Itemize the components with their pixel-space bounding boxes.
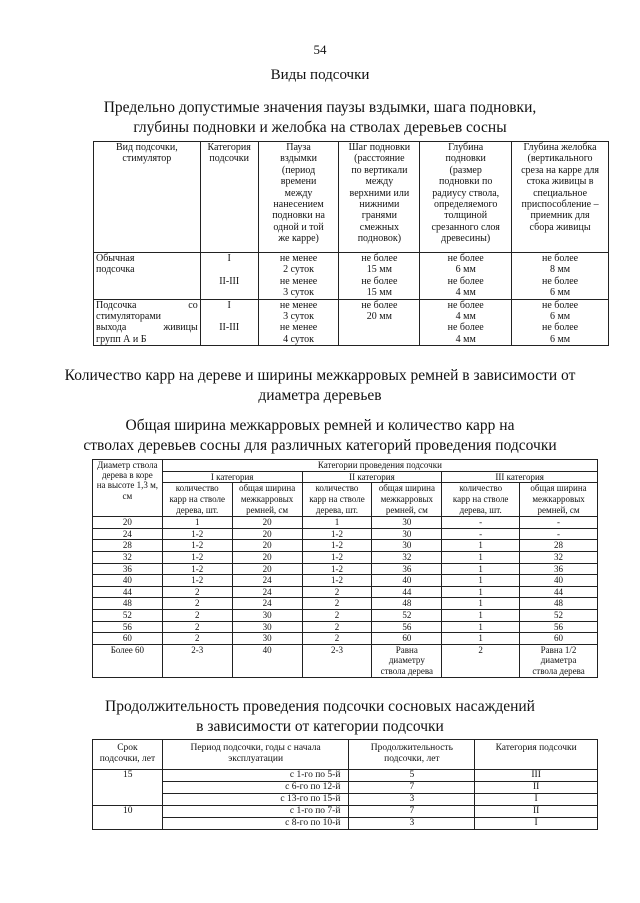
cell-diameter: 36 xyxy=(93,563,163,575)
cell-depth: не более 4 мм не более 4 мм xyxy=(420,299,512,346)
table-row xyxy=(93,818,598,830)
table-row xyxy=(93,782,598,794)
header-category-2: II категория xyxy=(302,471,442,483)
table-header-row xyxy=(93,471,598,483)
cell-width-3: 36 xyxy=(520,563,598,575)
cell-width-2: Равна диаметру ствола дерева xyxy=(372,644,442,677)
table-row xyxy=(93,586,598,598)
cell-category: I II-III xyxy=(200,299,258,346)
cell-groove: не более 6 мм не более 6 мм xyxy=(512,299,609,346)
cell-category: I xyxy=(475,794,598,806)
header-category-3: III категория xyxy=(442,471,598,483)
cell-duration: 3 xyxy=(349,794,475,806)
cell-count-3: 2 xyxy=(442,644,520,677)
table-row xyxy=(94,299,609,346)
table-header-row xyxy=(94,142,609,253)
cell-count-2: 2 xyxy=(302,598,372,610)
cell-period: с 8-го по 10-й xyxy=(162,818,349,830)
cell-width-3: 48 xyxy=(520,598,598,610)
cell-width-3: - xyxy=(520,528,598,540)
header-width: общая ширина межкарровых ремней, см xyxy=(232,483,302,517)
cell-count-2: 2 xyxy=(302,621,372,633)
header-category: Категория подсочки xyxy=(475,740,598,770)
cell-count-2: 1-2 xyxy=(302,563,372,575)
cell-width-3: 52 xyxy=(520,609,598,621)
page-number: 54 xyxy=(313,42,327,57)
cell-width-2: 30 xyxy=(372,528,442,540)
header-width: общая ширина межкарровых ремней, см xyxy=(372,483,442,517)
cell-period: с 13-го по 15-й xyxy=(162,794,349,806)
cell-pause: не менее 3 суток не менее 4 суток xyxy=(258,299,339,346)
cell-category: II xyxy=(475,782,598,794)
cell-period: с 1-го по 5-й xyxy=(162,770,349,782)
cell-count-1: 2 xyxy=(162,609,232,621)
header-count: количество карр на стволе дерева, шт. xyxy=(302,483,372,517)
cell-period: с 1-го по 7-й xyxy=(162,806,349,818)
cell-width-1: 30 xyxy=(232,633,302,645)
cell-width-2: 30 xyxy=(372,540,442,552)
header-term: Срок подсочки, лет xyxy=(93,740,163,770)
cell-count-3: - xyxy=(442,517,520,529)
table1-title-line1: Предельно допустимые значения паузы вздымки, шага подновки, xyxy=(103,99,537,116)
cell-count-3: 1 xyxy=(442,598,520,610)
header-width: общая ширина межкарровых ремней, см xyxy=(520,483,598,517)
cell-type: Обычная подсочка xyxy=(94,253,201,300)
cell-count-3: 1 xyxy=(442,586,520,598)
table-header-row xyxy=(93,483,598,517)
header-count: количество карр на стволе дерева, шт. xyxy=(442,483,520,517)
header-category: Категория подсочки xyxy=(200,142,258,253)
cell-diameter: 56 xyxy=(93,621,163,633)
cell-width-2: 44 xyxy=(372,586,442,598)
header-category-1: I категория xyxy=(162,471,302,483)
section2-title-line2: диаметра деревьев xyxy=(258,387,382,404)
cell-count-1: 1-2 xyxy=(162,563,232,575)
cell-width-1: 30 xyxy=(232,609,302,621)
table-row xyxy=(93,621,598,633)
cell-width-3: 60 xyxy=(520,633,598,645)
cell-count-3: - xyxy=(442,528,520,540)
cell-count-2: 2 xyxy=(302,633,372,645)
cell-count-1: 2-3 xyxy=(162,644,232,677)
cell-width-3: 32 xyxy=(520,551,598,563)
cell-category: III xyxy=(475,770,598,782)
cell-width-1: 24 xyxy=(232,598,302,610)
table-row xyxy=(93,563,598,575)
cell-diameter: Более 60 xyxy=(93,644,163,677)
section-title: Виды подсочки xyxy=(270,67,370,83)
cell-width-2: 48 xyxy=(372,598,442,610)
cell-diameter: 32 xyxy=(93,551,163,563)
cell-category: I II-III xyxy=(200,253,258,300)
cell-depth: не более 6 мм не более 4 мм xyxy=(420,253,512,300)
cell-category: I xyxy=(475,818,598,830)
table3-title-line1: Продолжительность проведения подсочки сосновых насаждений xyxy=(105,698,535,715)
cell-duration: 5 xyxy=(349,770,475,782)
table-row xyxy=(93,794,598,806)
header-count: количество карр на стволе дерева, шт. xyxy=(162,483,232,517)
cell-count-2: 1-2 xyxy=(302,540,372,552)
cell-diameter: 40 xyxy=(93,575,163,587)
table-row xyxy=(93,598,598,610)
cell-groove: не более 8 мм не более 6 мм xyxy=(512,253,609,300)
cell-count-1: 1-2 xyxy=(162,540,232,552)
table-row xyxy=(93,575,598,587)
duration-table xyxy=(92,739,598,830)
cell-count-1: 1 xyxy=(162,517,232,529)
cell-width-2: 32 xyxy=(372,551,442,563)
table2-title-line1: Общая ширина межкарровых ремней и количество карр на xyxy=(125,417,515,434)
cell-width-1: 20 xyxy=(232,517,302,529)
cell-pause: не менее 2 суток не менее 3 суток xyxy=(258,253,339,300)
cell-diameter: 44 xyxy=(93,586,163,598)
cell-width-1: 30 xyxy=(232,621,302,633)
cell-duration: 7 xyxy=(349,782,475,794)
cell-diameter: 52 xyxy=(93,609,163,621)
table-row xyxy=(93,551,598,563)
table-row xyxy=(93,609,598,621)
cell-count-2: 1-2 xyxy=(302,575,372,587)
cell-diameter: 48 xyxy=(93,598,163,610)
table-header-row xyxy=(93,740,598,770)
header-pause: Пауза вздымки (период времени между нанесением подновки на одной и той же карре) xyxy=(258,142,339,253)
cell-count-3: 1 xyxy=(442,609,520,621)
cell-width-3: 40 xyxy=(520,575,598,587)
cell-count-1: 1-2 xyxy=(162,528,232,540)
cell-count-1: 1-2 xyxy=(162,551,232,563)
cell-count-3: 1 xyxy=(442,540,520,552)
header-categories: Категории проведения подсочки xyxy=(162,460,597,472)
belt-width-table xyxy=(92,459,598,678)
cell-width-2: 60 xyxy=(372,633,442,645)
cell-width-2: 56 xyxy=(372,621,442,633)
table-row xyxy=(93,806,598,818)
cell-count-2: 2 xyxy=(302,586,372,598)
cell-width-1: 40 xyxy=(232,644,302,677)
cell-count-2: 1 xyxy=(302,517,372,529)
section2-title-line1: Количество карр на дереве и ширины межкарровых ремней в зависимости от xyxy=(64,367,576,384)
table-row xyxy=(93,770,598,782)
cell-count-3: 1 xyxy=(442,621,520,633)
cell-width-3: 28 xyxy=(520,540,598,552)
cell-width-1: 20 xyxy=(232,551,302,563)
table2-title-line2: стволах деревьев сосны для различных категорий проведения подсочки xyxy=(83,437,557,454)
cell-width-1: 24 xyxy=(232,586,302,598)
cell-diameter: 20 xyxy=(93,517,163,529)
cell-width-3: 56 xyxy=(520,621,598,633)
cell-count-3: 1 xyxy=(442,551,520,563)
cell-count-1: 2 xyxy=(162,598,232,610)
header-duration: Продолжительность подсочки, лет xyxy=(349,740,475,770)
cell-count-3: 1 xyxy=(442,575,520,587)
table-row xyxy=(93,633,598,645)
cell-width-1: 20 xyxy=(232,563,302,575)
table-row xyxy=(93,528,598,540)
cell-width-2: 52 xyxy=(372,609,442,621)
cell-period: с 6-го по 12-й xyxy=(162,782,349,794)
cell-width-2: 36 xyxy=(372,563,442,575)
table-header-row xyxy=(93,460,598,472)
table2-body xyxy=(93,517,598,677)
cell-category: II xyxy=(475,806,598,818)
cell-diameter: 24 xyxy=(93,528,163,540)
table-row xyxy=(93,517,598,529)
cell-duration: 3 xyxy=(349,818,475,830)
cell-count-2: 1-2 xyxy=(302,551,372,563)
cell-width-2: 40 xyxy=(372,575,442,587)
cell-count-1: 2 xyxy=(162,586,232,598)
table-row xyxy=(93,644,598,677)
cell-diameter: 60 xyxy=(93,633,163,645)
cell-count-2: 2 xyxy=(302,609,372,621)
cell-width-1: 24 xyxy=(232,575,302,587)
table-row xyxy=(93,540,598,552)
header-type: Вид подсочки, стимулятор xyxy=(94,142,201,253)
cell-width-1: 20 xyxy=(232,528,302,540)
cell-step: не более 20 мм xyxy=(339,299,420,346)
header-groove: Глубина желобка (вертикального среза на карре для стока живицы в специальное приспособление – приемник для сбора живицы xyxy=(512,142,609,253)
cell-duration: 7 xyxy=(349,806,475,818)
table1-title-line2: глубины подновки и желобка на стволах деревьев сосны xyxy=(133,119,507,136)
pause-limits-table xyxy=(93,141,609,346)
header-depth: Глубина подновки (размер подновки по радиусу ствола, определяемого толщиной срезанного слоя древесины) xyxy=(420,142,512,253)
cell-count-3: 1 xyxy=(442,563,520,575)
cell-type: Подсочка со стимуляторами выхода живицы групп А и Б xyxy=(94,299,201,346)
table-row xyxy=(94,253,609,300)
header-diameter: Диаметр ствола дерева в коре на высоте 1,3 м, см xyxy=(93,460,163,517)
cell-step: не более 15 мм не более 15 мм xyxy=(339,253,420,300)
cell-width-3: 44 xyxy=(520,586,598,598)
cell-width-1: 20 xyxy=(232,540,302,552)
cell-term: 10 xyxy=(93,806,163,830)
cell-count-1: 1-2 xyxy=(162,575,232,587)
table3-body xyxy=(93,770,598,830)
cell-term: 15 xyxy=(93,770,163,806)
table3-title-line2: в зависимости от категории подсочки xyxy=(196,718,444,735)
header-period: Период подсочки, годы с начала эксплуатации xyxy=(162,740,349,770)
cell-count-3: 1 xyxy=(442,633,520,645)
cell-count-1: 2 xyxy=(162,633,232,645)
cell-width-2: 30 xyxy=(372,517,442,529)
cell-width-3: Равна 1/2 диаметра ствола дерева xyxy=(520,644,598,677)
cell-count-1: 2 xyxy=(162,621,232,633)
cell-count-2: 2-3 xyxy=(302,644,372,677)
header-step: Шаг подновки (расстояние по вертикали между верхними или нижними гранями смежных подновок) xyxy=(339,142,420,253)
cell-diameter: 28 xyxy=(93,540,163,552)
cell-width-3: - xyxy=(520,517,598,529)
cell-count-2: 1-2 xyxy=(302,528,372,540)
